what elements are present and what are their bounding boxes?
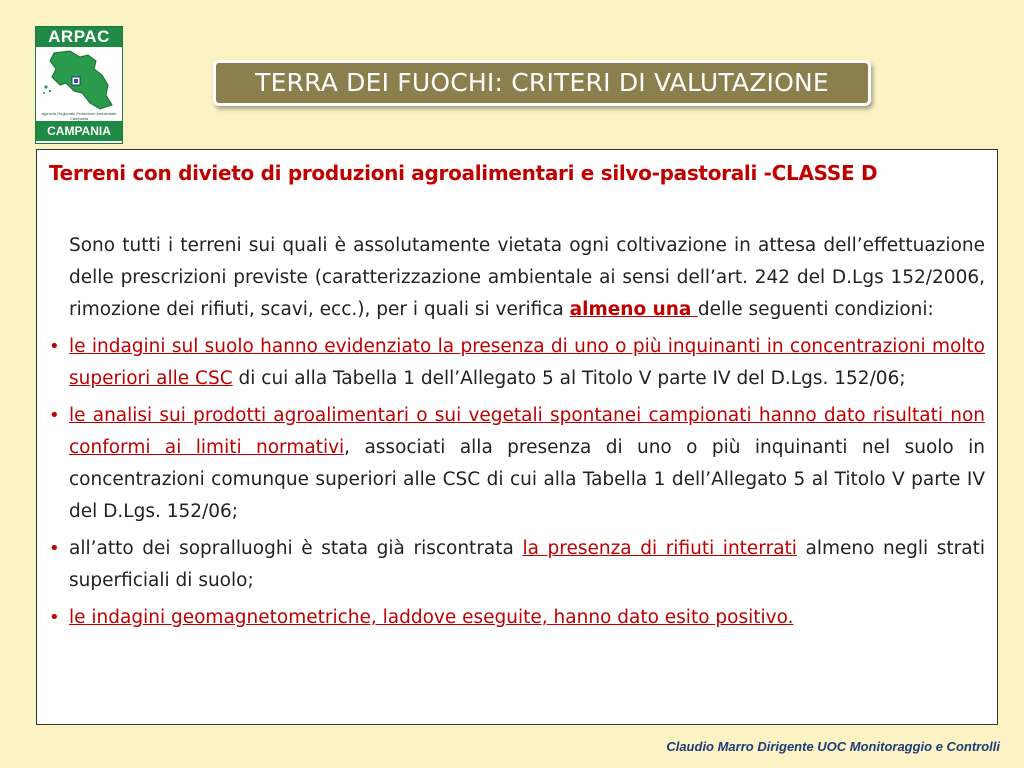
condition-3-pre: all’atto dei sopralluoghi è stata già riscontrata — [69, 538, 523, 559]
slide-title: TERRA DEI FUOCHI: CRITERI DI VALUTAZIONE — [213, 60, 871, 106]
condition-2-underlined: le analisi sui prodotti agroalimentari o sui vegetali spontanei campionati hanno dato risultati non conformi ai limiti normativi — [69, 405, 985, 458]
footer-author: Claudio Marro Dirigente UOC Monitoraggio e Controlli — [666, 739, 1000, 754]
intro-paragraph — [69, 230, 985, 326]
content-box — [36, 149, 998, 725]
bullet-dot-icon: • — [49, 405, 60, 426]
logo-top-text: ARPAC — [36, 27, 122, 47]
condition-3-underlined: la presenza di rifiuti interrati — [522, 538, 797, 559]
condition-1-underlined: le indagini sul suolo hanno evidenziato la presenza di uno o più inquinanti in concentrazioni molto superiori alle CSC — [69, 336, 985, 389]
list-item — [49, 331, 985, 395]
campania-map-icon — [36, 47, 122, 111]
intro-emphasis: almeno una — [569, 299, 698, 320]
list-item — [49, 602, 985, 634]
intro-text-1: Sono tutti i terreni sui quali è assolutamente vietata ogni coltivazione in attesa dell’effettuazione delle prescrizioni previste (caratterizzazione ambientale ai sensi dell’art. 242 del D.Lgs 152/2006, rimozione dei rifiuti, scavi, ecc.), per i quali si verifica — [69, 235, 985, 320]
list-item — [49, 533, 985, 597]
bullet-dot-icon: • — [49, 336, 60, 357]
arpac-logo — [35, 26, 123, 144]
condition-3-rest: almeno negli strati superficiali di suolo; — [69, 538, 985, 591]
conditions-list — [49, 331, 985, 634]
logo-subtitle: Agenzia Regionale Protezione Ambientale Campania — [41, 111, 117, 121]
intro-text-2: delle seguenti condizioni: — [697, 299, 934, 320]
logo-bottom-text: CAMPANIA — [36, 121, 122, 141]
condition-4-underlined: le indagini geomagnetometriche, laddove eseguite, hanno dato esito positivo. — [69, 607, 794, 628]
condition-2-rest: , associati alla presenza di uno o più inquinanti nel suolo in concentrazioni comunque superiori alle CSC di cui alla Tabella 1 dell’Allegato 5 al Titolo V parte IV del D.Lgs. 152/06; — [69, 437, 985, 522]
list-item — [49, 400, 985, 528]
condition-1-rest: di cui alla Tabella 1 dell’Allegato 5 al Titolo V parte IV del D.Lgs. 152/06; — [232, 368, 906, 389]
bullet-dot-icon: • — [49, 538, 60, 559]
class-d-heading: Terreni con divieto di produzioni agroalimentari e silvo-pastorali -CLASSE D — [49, 161, 878, 185]
bullet-dot-icon: • — [49, 607, 60, 628]
